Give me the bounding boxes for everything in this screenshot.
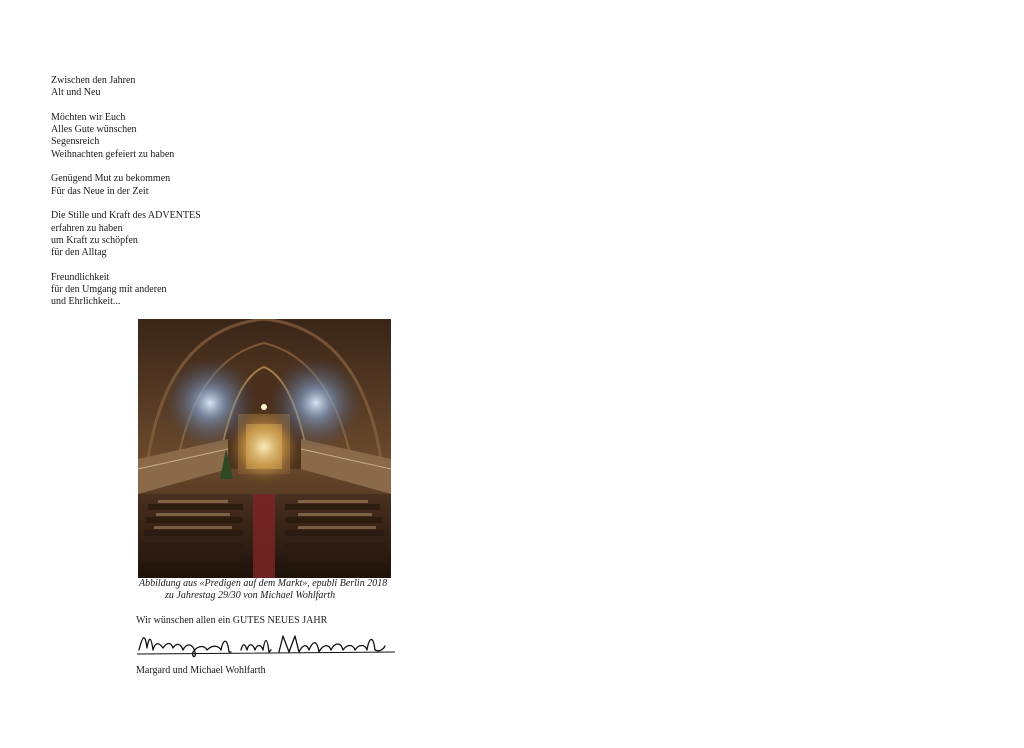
poem-line: erfahren zu haben <box>51 222 123 234</box>
caption-line: zu Jahrestag 29/30 von Michael Wohlfarth <box>165 590 336 602</box>
handwritten-signature <box>137 630 395 660</box>
poem-line: Zwischen den Jahren <box>51 75 136 86</box>
poem-stanza <box>51 173 201 198</box>
poem-line: Möchten wir Euch <box>51 111 126 123</box>
poem-line: und Ehrlichkeit... <box>51 296 121 308</box>
poem-line: Für das Neue in der Zeit <box>51 185 149 197</box>
poem-stanza <box>51 272 201 309</box>
poem-line: Weihnachten gefeiert zu haben <box>51 148 175 160</box>
poem-line: Freundlichkeit <box>51 271 110 283</box>
poem-stanza <box>51 75 201 100</box>
church-interior-photo <box>138 319 391 578</box>
caption-line: Abbildung aus «Predigen auf dem Markt», epubli Berlin 2018 <box>139 578 388 589</box>
image-caption <box>139 578 387 603</box>
poem-line: Alt und Neu <box>51 87 101 99</box>
poem-line: Die Stille und Kraft des ADVENTES <box>51 210 201 222</box>
poem-line: für den Alltag <box>51 247 107 259</box>
poem-line: Genügend Mut zu bekommen <box>51 173 171 185</box>
poem-line: um Kraft zu schöpfen <box>51 234 138 246</box>
poem-stanza <box>51 210 201 259</box>
new-year-greeting: Wir wünschen allen ein GUTES NEUES JAHR <box>136 615 328 626</box>
signer-name: Margard und Michael Wohlfarth <box>136 665 266 676</box>
poem-line: Alles Gute wünschen <box>51 124 137 136</box>
poem-line: Segensreich <box>51 136 100 148</box>
poem-stanza <box>51 112 201 161</box>
poem <box>51 75 201 309</box>
poem-line: für den Umgang mit anderen <box>51 284 167 296</box>
